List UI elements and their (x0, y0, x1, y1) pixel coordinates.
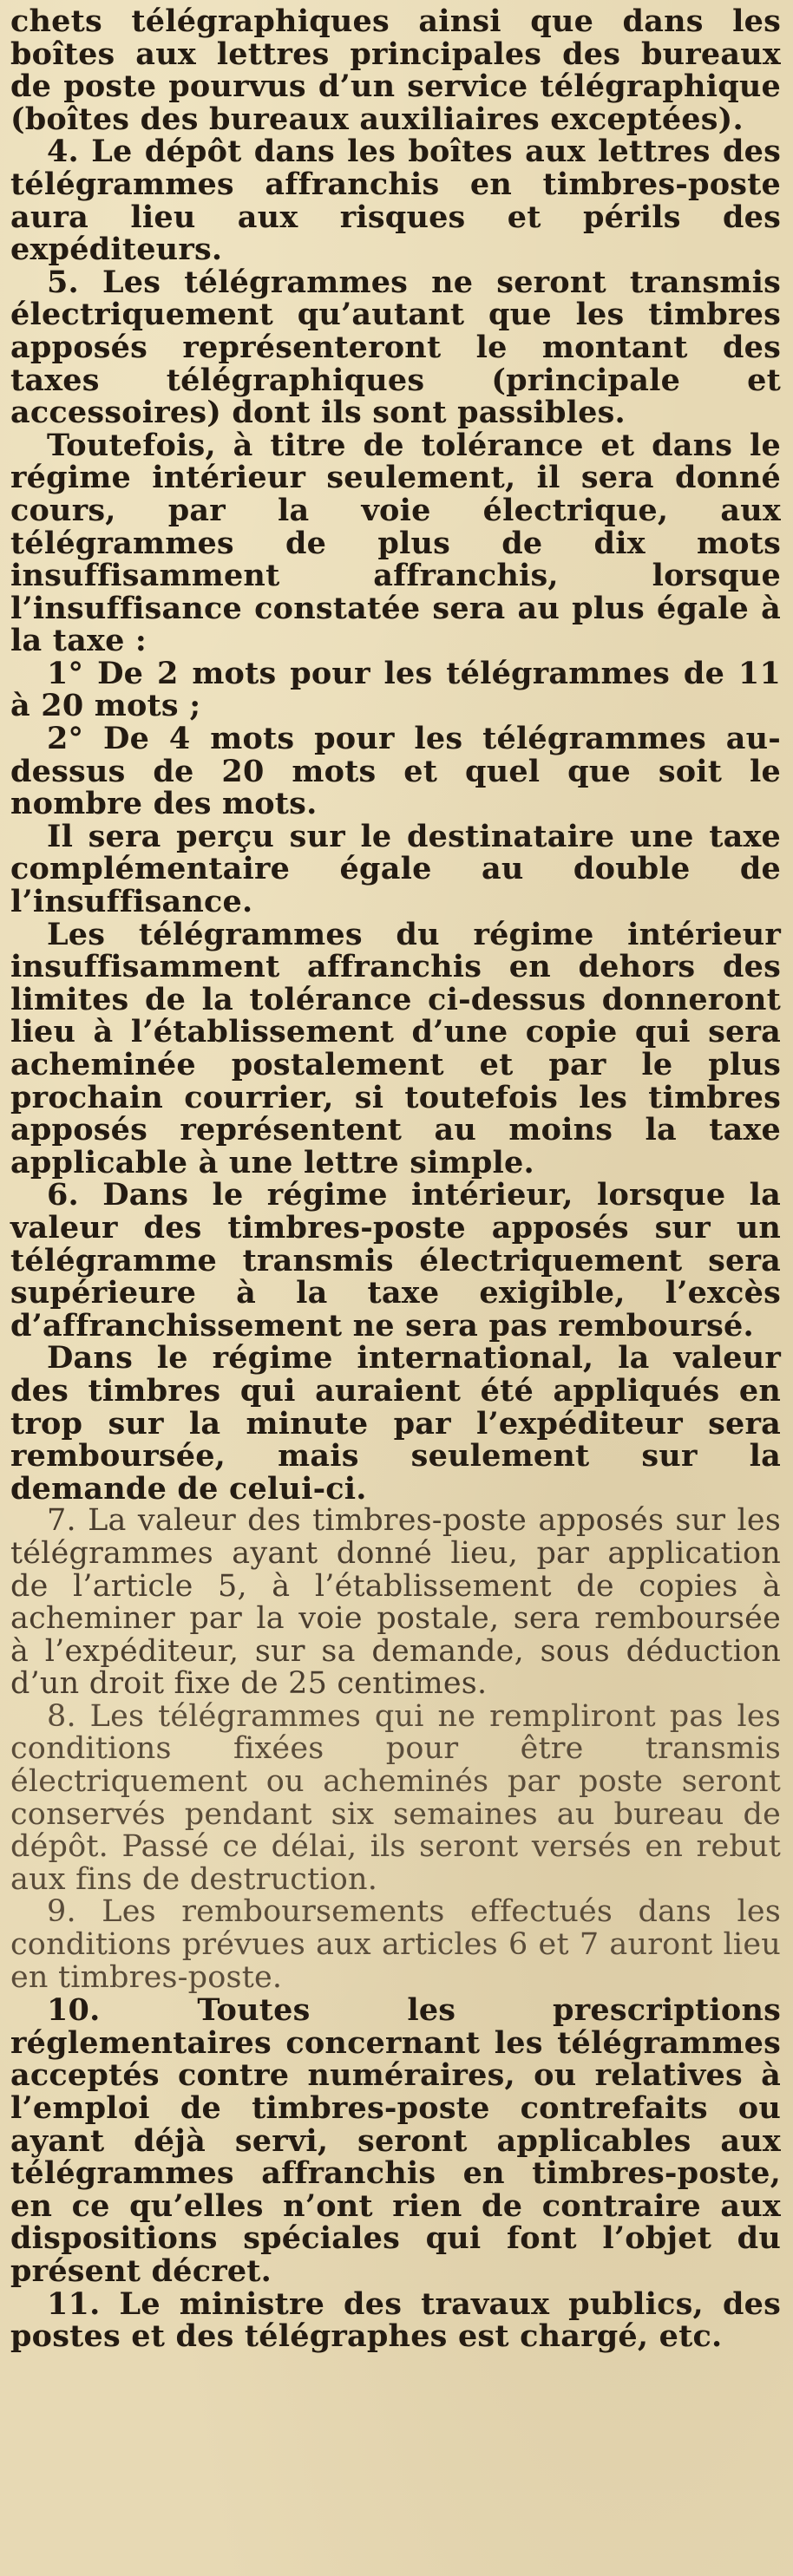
paragraph-article-10: 10. Toutes les prescriptions réglementaires concernant les télégrammes acceptés contre numéraires, ou relatives à l’emploi de timbres-poste contrefaits ou ayant déjà servi, seront applicables aux télégrammes affranchis en timbres-poste, en ce qu’elles n’ont rien de contraire aux dispositions spéciales qui font l’objet du présent décret. (10, 1992, 781, 2289)
paragraph-article-9: 9. Les remboursements effectués dans les conditions prévues aux articles 6 et 7 auront lieu en timbres-poste. (10, 1894, 781, 1995)
paragraph-continuation: chets télégraphiques ainsi que dans les boîtes aux lettres principales des bureaux de poste pourvus d’un service télégraphique (boîtes des bureaux auxiliaires exceptées). (10, 3, 781, 137)
paragraph-tolerance: Toutefois, à titre de tolérance et dans le régime intérieur seulement, il sera donné cours, par la voie électrique, aux télégrammes de plus de dix mots insuffisamment affranchis, lorsque l’insuffisance constatée sera au plus égale à la taxe : (10, 427, 781, 659)
paragraph-item-1: 1° De 2 mots pour les télégrammes de 11 à 20 mots ; (10, 655, 781, 724)
paragraph-complementary-tax: Il sera perçu sur le destinataire une taxe complémentaire égale au double de l’insuffisance. (10, 818, 781, 920)
paragraph-international: Dans le régime international, la valeur des timbres qui auraient été appliqués en trop sur la minute par l’expéditeur sera remboursée, mais seulement sur la demande de celui-ci. (10, 1340, 781, 1507)
paragraph-article-11: 11. Le ministre des travaux publics, des postes et des télégraphes est chargé, etc. (10, 2285, 781, 2355)
paragraph-insufficient-postage: Les télégrammes du régime intérieur insuffisamment affranchis en dehors des limites de la tolérance ci-dessus donneront lieu à l’établissement d’une copie qui sera acheminée postalement et par le plus prochain courrier, si toutefois les timbres apposés représentent au moins la taxe applicable à une lettre simple. (10, 916, 781, 1180)
paragraph-article-4: 4. Le dépôt dans les boîtes aux lettres des télégrammes affranchis en timbres-poste aura lieu aux risques et périls des expéditeurs. (10, 134, 781, 268)
paragraph-item-2: 2° De 4 mots pour les télégrammes au-dessus de 20 mots et quel que soit le nombre des mots. (10, 721, 781, 822)
paragraph-article-8: 8. Les télégrammes qui ne rempliront pas les conditions fixées pour être transmis électriquement ou acheminés par poste seront conservés pendant six semaines au bureau de dépôt. Passé ce délai, ils seront versés en rebut aux fins de destruction. (10, 1698, 781, 1897)
paragraph-article-7: 7. La valeur des timbres-poste apposés sur les télégrammes ayant donné lieu, par application de l’article 5, à l’établissement de copies à acheminer par la voie postale, sera remboursée à l’expéditeur, sur sa demande, sous déduction d’un droit fixe de 25 centimes. (10, 1503, 781, 1702)
paragraph-article-6: 6. Dans le régime intérieur, lorsque la valeur des timbres-poste apposés sur un télégramme transmis électriquement sera supérieure à la taxe exigible, l’excès d’affranchissement ne sera pas remboursé. (10, 1177, 781, 1344)
paragraph-article-5: 5. Les télégrammes ne seront transmis électriquement qu’autant que les timbres apposés représenteront le montant des taxes télégraphiques (principale et accessoires) dont ils sont passibles. (10, 264, 781, 431)
text-column (10, 5, 781, 2353)
